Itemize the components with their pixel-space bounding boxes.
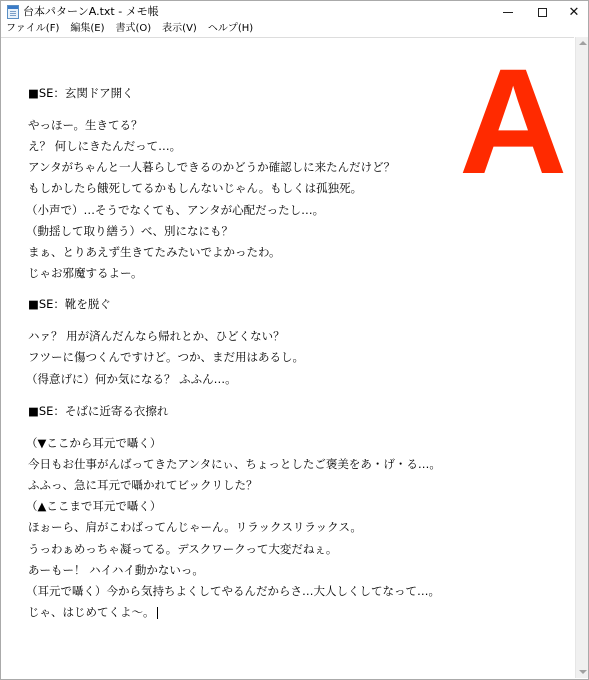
text-cursor: [157, 607, 158, 619]
maximize-button[interactable]: [528, 1, 556, 23]
text-line: ■SE：玄関ドア開く: [28, 86, 134, 100]
text-line: え？ 何しにきたんだって…。: [28, 139, 182, 153]
menu-help[interactable]: ヘルプ(H): [207, 22, 254, 34]
close-button[interactable]: [560, 1, 588, 23]
text-line: （小声で）…そうでなくても、アンタが心配だったし…。: [26, 203, 325, 217]
maximize-icon: [538, 8, 547, 17]
window-title: 台本パターンA.txt - メモ帳: [23, 5, 159, 18]
text-line: じゃ、はじめてくよ〜。: [28, 605, 155, 619]
vertical-scrollbar[interactable]: [575, 37, 589, 678]
text-line: あーもー！ ハイハイ動かないっ。: [28, 563, 204, 577]
text-line: （動揺して取り繕う）べ、別になにも？: [26, 224, 233, 238]
menu-edit[interactable]: 編集(E): [70, 22, 105, 34]
text-line: ■SE：靴を脱ぐ: [28, 297, 111, 311]
menu-file[interactable]: ファイル(F): [6, 22, 60, 34]
text-line: （耳元で囁く）今から気持ちよくしてやるんだからさ…大人しくしてなって…。: [26, 584, 440, 598]
menu-format[interactable]: 書式(O): [115, 22, 152, 34]
text-editor-area[interactable]: [1, 37, 574, 679]
menu-bar: [1, 21, 588, 36]
text-line: ほぉーら、肩がこわばってんじゃーん。リラックスリラックス。: [28, 520, 362, 534]
text-line: （▼ここから耳元で囁く）: [26, 436, 162, 450]
text-line: ■SE：そばに近寄る衣擦れ: [28, 404, 169, 418]
text-line: フツーに傷つくんですけど。つか、まだ用はあるし。: [28, 350, 304, 364]
text-line: じゃお邪魔するよー。: [28, 266, 143, 280]
title-bar[interactable]: [1, 1, 588, 23]
text-line-with-cursor: [28, 605, 158, 619]
text-line: アンタがちゃんと一人暮らしできるのかどうか確認しに来たんだけど？: [28, 160, 396, 174]
text-line: ふふっ、急に耳元で囁かれてビックリした？: [28, 478, 258, 492]
notepad-icon[interactable]: [7, 5, 19, 19]
text-line: （▲ここまで耳元で囁く）: [26, 499, 162, 513]
minimize-icon: [503, 12, 513, 13]
menu-view[interactable]: 表示(V): [162, 22, 197, 34]
scroll-down-arrow-icon[interactable]: [579, 670, 587, 674]
text-line: （得意げに）何か気になる？ ふふん…。: [26, 372, 237, 386]
pattern-a-logo: A: [459, 37, 568, 205]
text-line: もしかしたら餓死してるかもしんないじゃん。もしくは孤独死。: [28, 181, 363, 195]
text-line: 今日もお仕事がんばってきたアンタにぃ、ちょっとしたご褒美をあ・げ・る…。: [28, 457, 441, 471]
text-line: まぁ、とりあえず生きてたみたいでよかったわ。: [28, 245, 281, 259]
close-icon: ✕: [568, 4, 580, 20]
text-line: うっわぁめっちゃ凝ってる。デスクワークって大変だねぇ。: [28, 542, 338, 556]
scroll-up-arrow-icon[interactable]: [579, 41, 587, 45]
text-line: やっほー。生きてる？: [28, 118, 143, 132]
minimize-button[interactable]: [494, 1, 522, 23]
text-line: ハァ？ 用が済んだんなら帰れとか、ひどくない？: [28, 329, 285, 343]
